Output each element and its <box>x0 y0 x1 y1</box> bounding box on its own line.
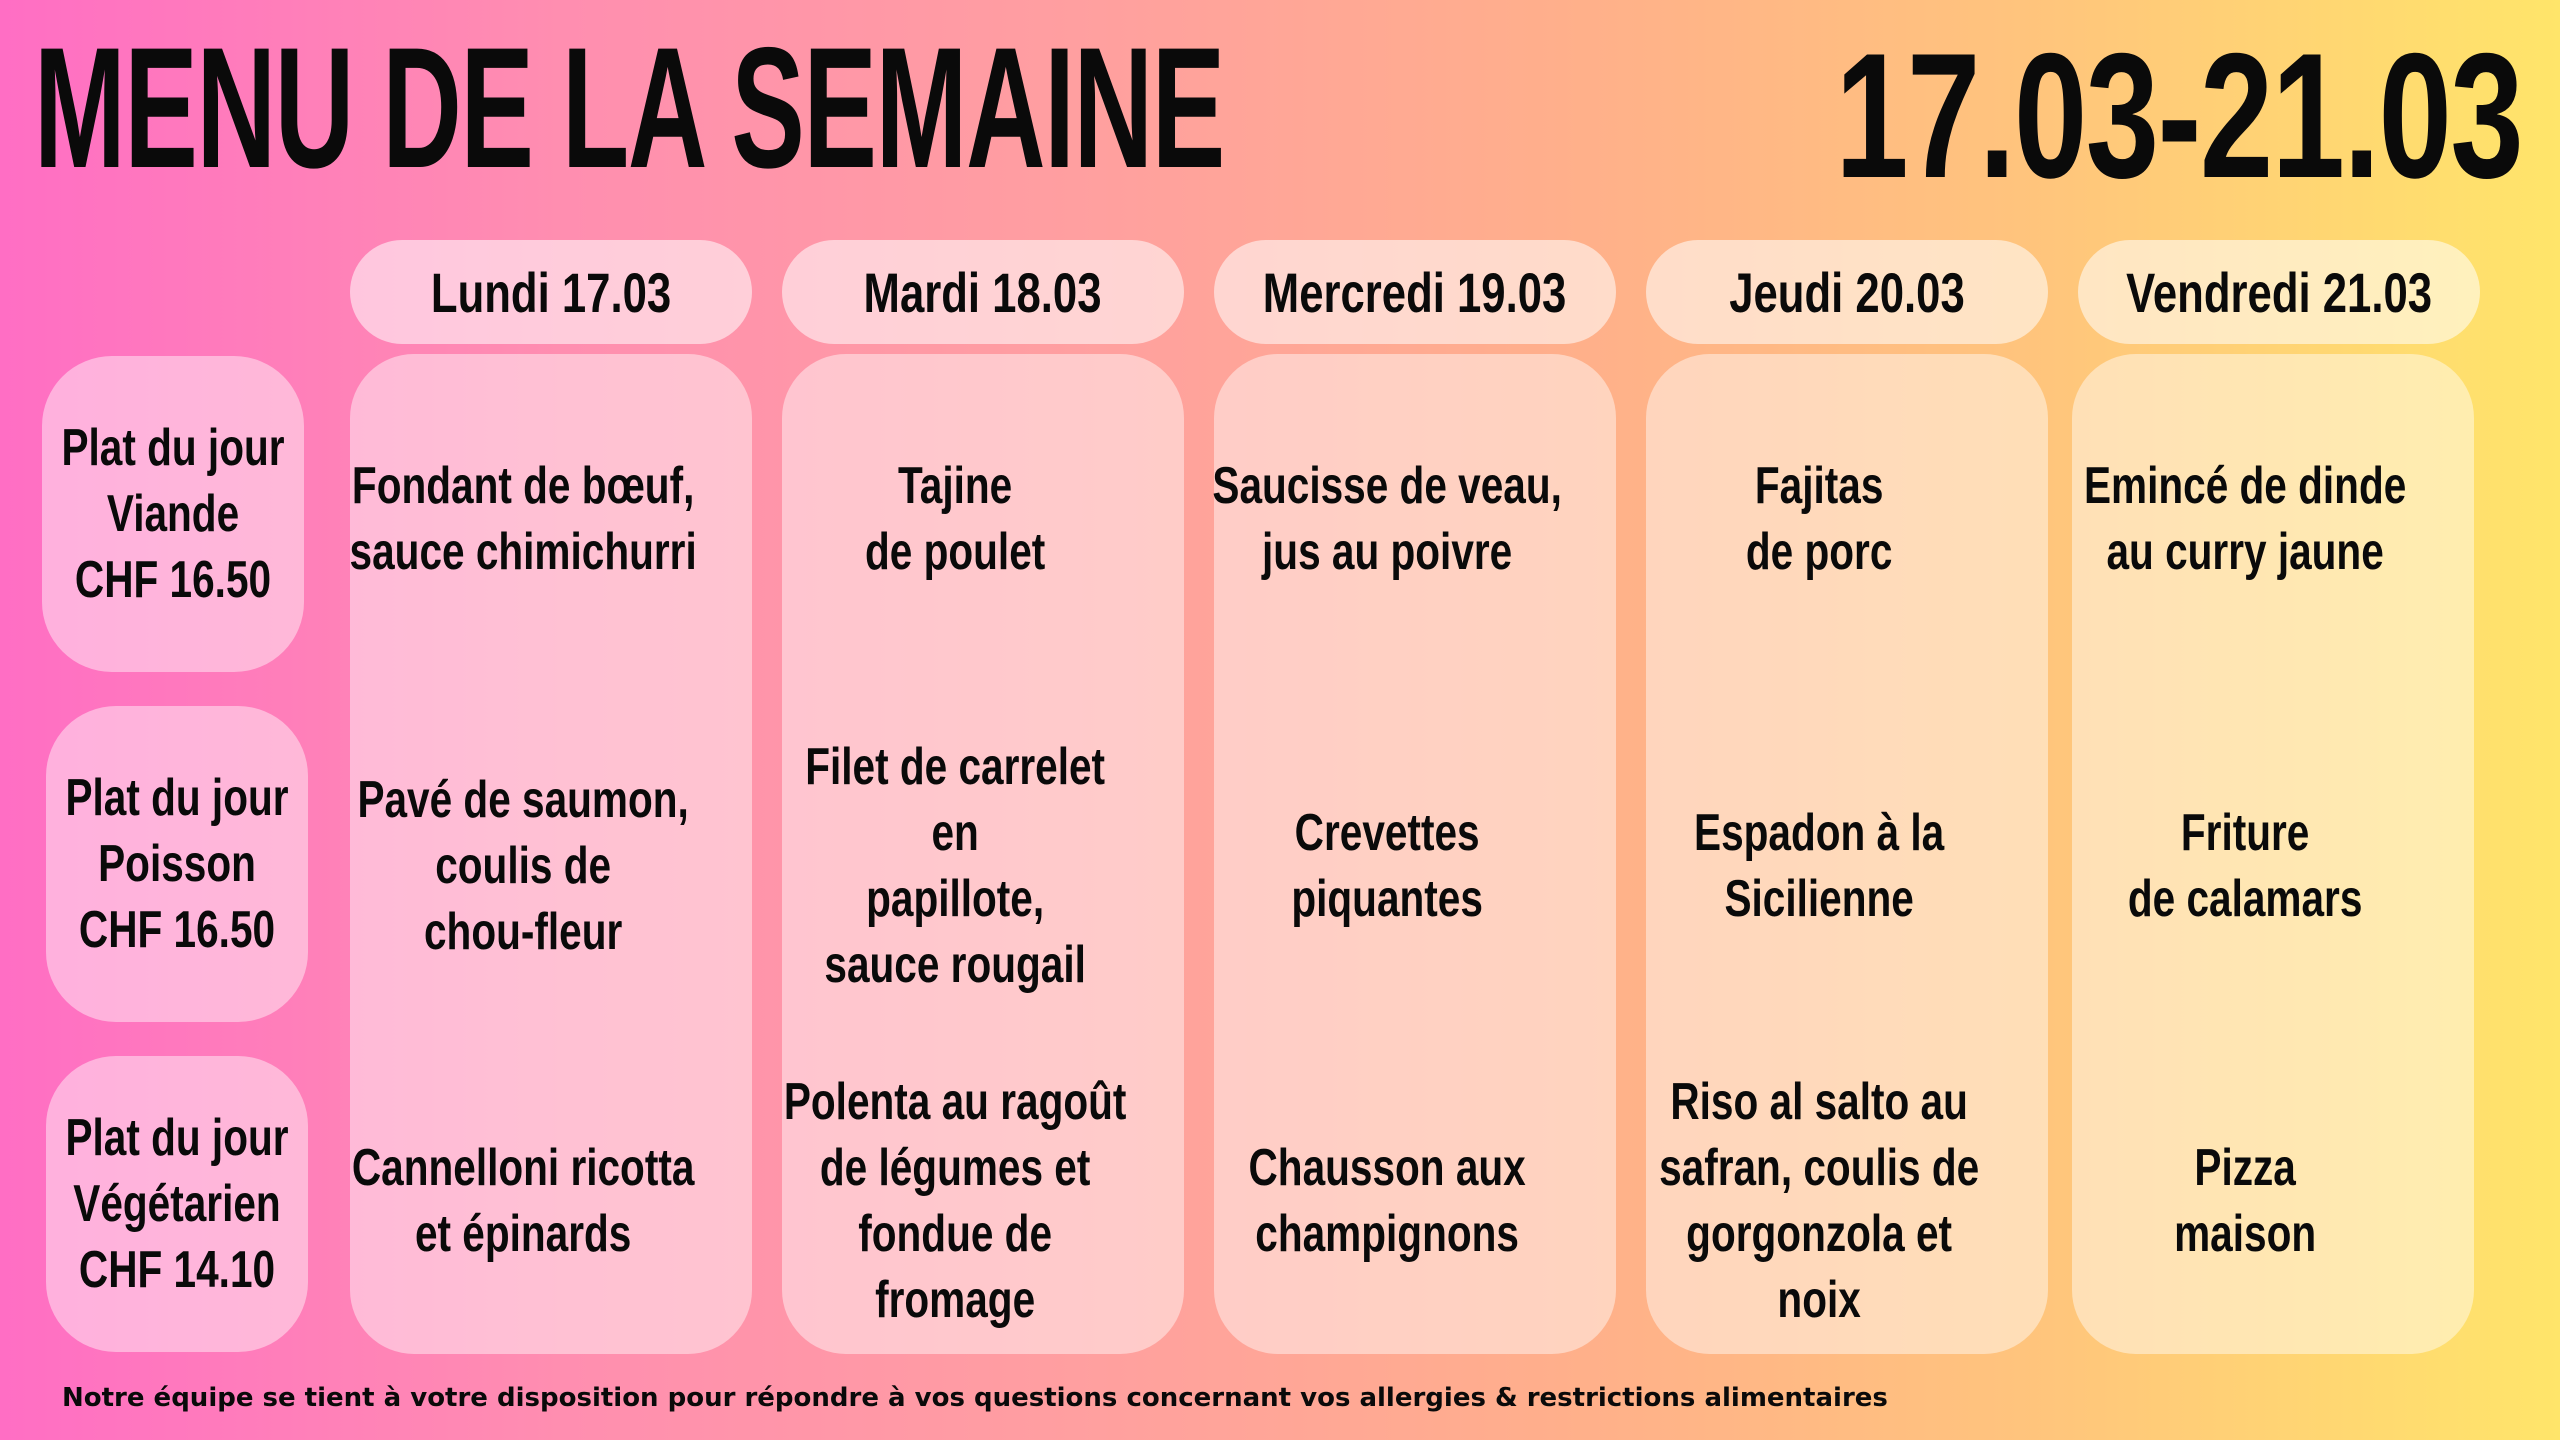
row-label-price: CHF 16.50 <box>78 901 276 959</box>
dish-text: Polenta au ragoût de légumes et fondue de fromage <box>783 1073 1127 1329</box>
dish-text: Emincé de dinde au curry jaune <box>2083 457 2407 581</box>
dish-text: Riso al salto au safran, coulis de gorgonzola et noix <box>1658 1073 1979 1329</box>
dish-text: Filet de carrelet en papillote, sauce rougail <box>804 738 1105 994</box>
day-column-lundi <box>350 354 752 1354</box>
dish-poisson <box>350 751 752 981</box>
row-label-category: Poisson <box>98 835 256 893</box>
day-column-jeudi <box>1646 354 2048 1354</box>
day-header-jeudi <box>1646 240 2048 344</box>
dish-vegetarien <box>1646 1073 2048 1329</box>
day-header-mardi <box>782 240 1184 344</box>
row-label-viande <box>42 356 304 672</box>
row-label-category: Viande <box>106 485 240 543</box>
dish-text: Saucisse de veau, jus au poivre <box>1212 457 1562 581</box>
date-range: 17.03-21.03 <box>1835 16 2522 215</box>
dish-text: Tajine de poulet <box>864 457 1045 581</box>
day-header-label: Jeudi 20.03 <box>1729 260 1965 324</box>
row-label-title: Plat du jour <box>65 769 289 827</box>
dish-text: Fajitas de porc <box>1745 457 1893 581</box>
row-label-price: CHF 14.10 <box>78 1241 276 1299</box>
day-header-lundi <box>350 240 752 344</box>
row-label-title: Plat du jour <box>65 1109 289 1167</box>
day-header-label: Lundi 17.03 <box>430 260 672 324</box>
dish-text: Chausson aux champignons <box>1248 1139 1526 1263</box>
day-column-vendredi <box>2072 354 2474 1354</box>
day-header-label: Mardi 18.03 <box>864 260 1102 324</box>
dish-viande <box>2072 404 2474 634</box>
dish-vegetarien <box>350 1086 752 1316</box>
dish-viande <box>350 404 752 634</box>
dish-text: Fondant de bœuf, sauce chimichurri <box>349 457 697 581</box>
day-header-vendredi <box>2078 240 2480 344</box>
dish-poisson <box>1646 751 2048 981</box>
day-header-mercredi <box>1214 240 1616 344</box>
row-label-title: Plat du jour <box>61 419 285 477</box>
row-label-category: Végétarien <box>73 1175 281 1233</box>
dish-viande <box>1646 404 2048 634</box>
dish-vegetarien <box>2072 1086 2474 1316</box>
dish-text: Cannelloni ricotta et épinards <box>351 1139 695 1263</box>
dish-poisson <box>2072 751 2474 981</box>
dish-vegetarien <box>782 1073 1184 1329</box>
dish-text: Crevettes piquantes <box>1291 804 1483 928</box>
day-header-label: Mercredi 19.03 <box>1263 260 1567 324</box>
day-column-mardi <box>782 354 1184 1354</box>
dish-text: Espadon à la Sicilienne <box>1693 804 1944 928</box>
row-label-price: CHF 16.50 <box>74 551 272 609</box>
dish-vegetarien <box>1214 1086 1616 1316</box>
day-header-label: Vendredi 21.03 <box>2126 260 2432 324</box>
dish-viande <box>782 404 1184 634</box>
dish-text: Pavé de saumon, coulis de chou-fleur <box>357 771 689 961</box>
page-title: MENU DE LA SEMAINE <box>34 12 1224 204</box>
dish-poisson <box>1214 751 1616 981</box>
day-column-mercredi <box>1214 354 1616 1354</box>
allergy-note: Notre équipe se tient à votre disposition pour répondre à vos questions concernant vos allergies & restrictions alimentaires <box>62 1383 1888 1413</box>
row-label-poisson <box>46 706 308 1022</box>
dish-text: Friture de calamars <box>2127 804 2363 928</box>
row-label-vegetarien <box>46 1056 308 1352</box>
dish-viande <box>1214 404 1616 634</box>
dish-text: Pizza maison <box>2173 1139 2316 1263</box>
dish-poisson <box>782 738 1184 994</box>
